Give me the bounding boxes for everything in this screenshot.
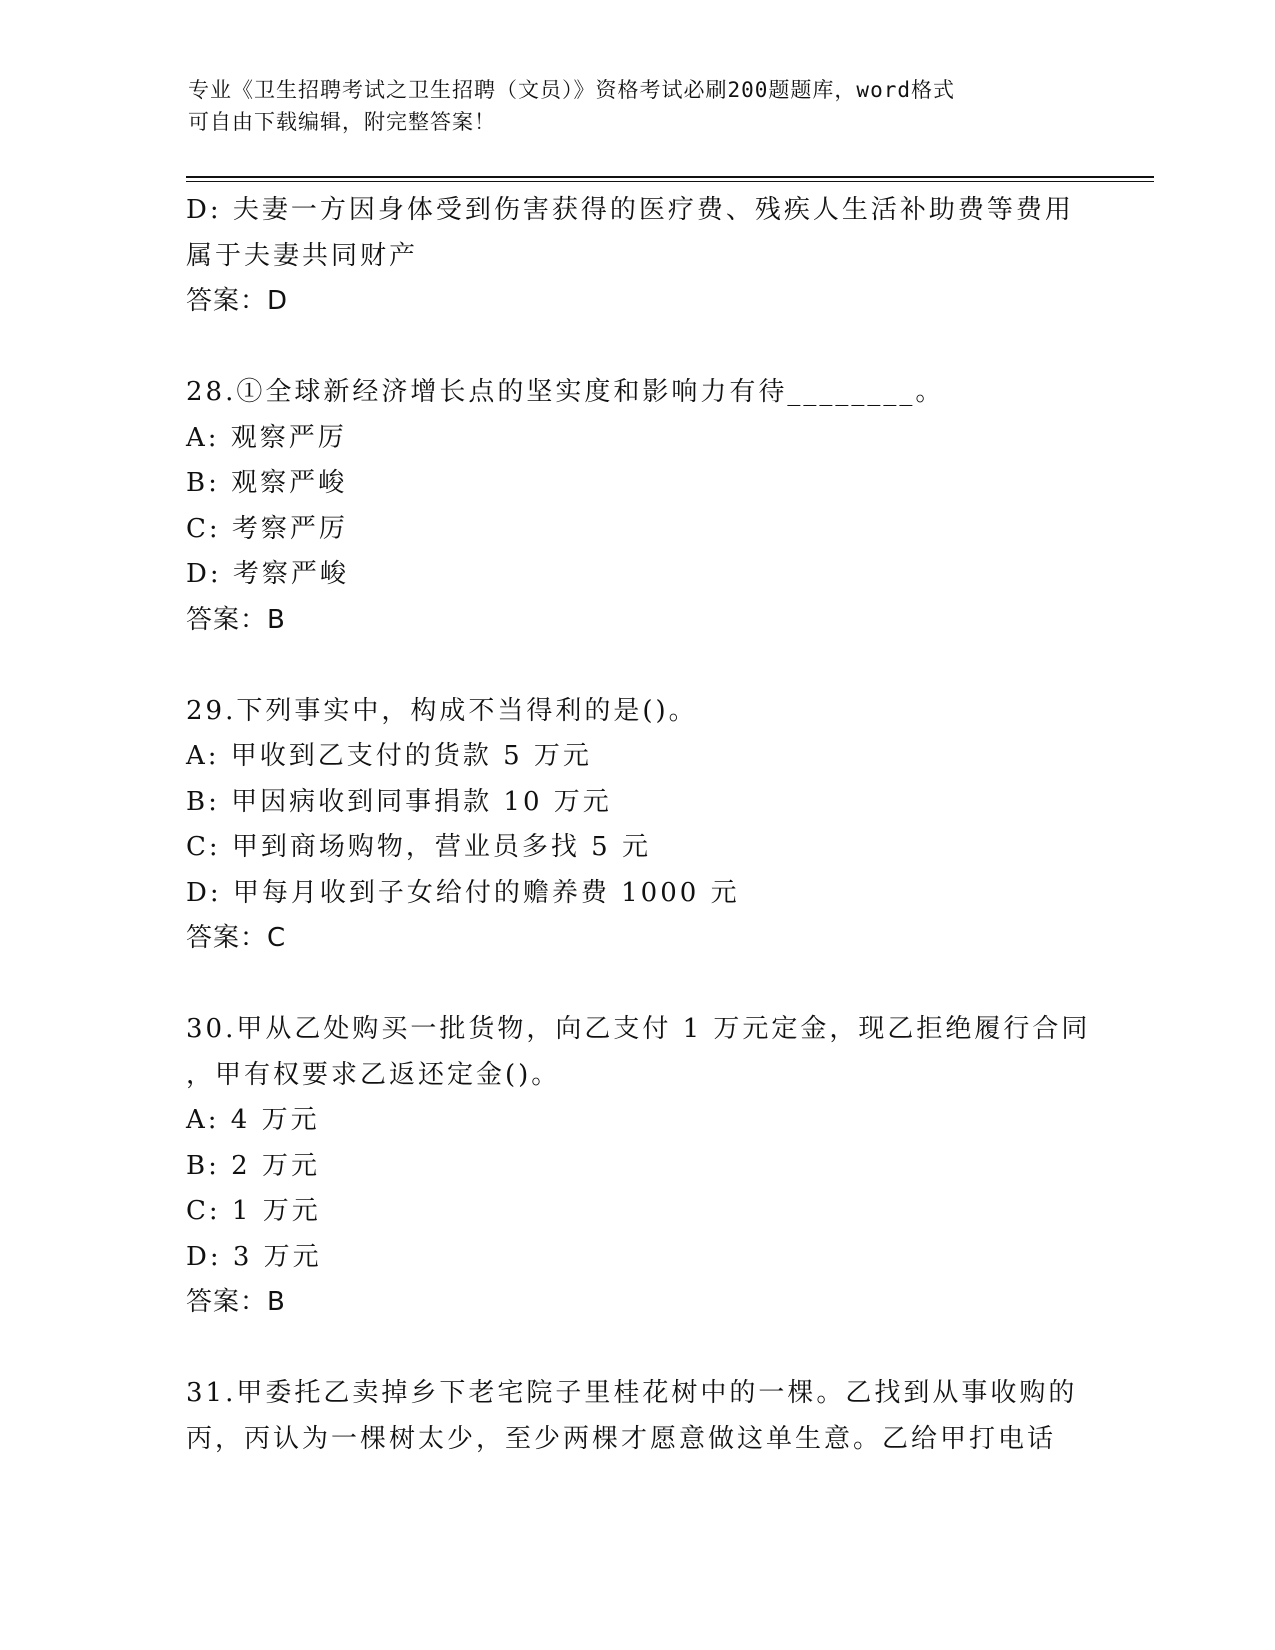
q27-option-d-line-1: D: 夫妻一方因身体受到伤害获得的医疗费、残疾人生活补助费等费用 <box>186 195 1074 225</box>
question-content <box>186 188 1091 1462</box>
q28-option-b: B: 观察严峻 <box>186 468 348 498</box>
q29-option-a: A: 甲收到乙支付的货款 5 万元 <box>186 741 592 771</box>
q30-stem-line-1: 30.甲从乙处购买一批货物，向乙支付 1 万元定金，现乙拒绝履行合同 <box>186 1014 1091 1044</box>
spacer <box>186 325 1086 371</box>
q28-option-a: A: 观察严厉 <box>186 422 347 453</box>
q29-stem: 29.下列事实中，构成不当得利的是()。 <box>186 695 698 726</box>
q30-option-a: A: 4 万元 <box>186 1105 320 1135</box>
header-title-line-1: 专业《卫生招聘考试之卫生招聘（文员）》资格考试必刷200题题库，word格式 <box>188 78 955 102</box>
header-divider-thin <box>186 181 1154 182</box>
q28-option-d: D: 考察严峻 <box>186 559 349 589</box>
q29-answer: 答案：C <box>186 923 287 953</box>
q29-option-d: D: 甲每月收到子女给付的赡养费 1000 元 <box>186 877 740 908</box>
q27-option-d-line-2: 属于夫妻共同财产 <box>186 240 419 271</box>
spacer <box>186 962 1086 1008</box>
header-divider-thick <box>186 176 1154 178</box>
q31-stem-line-2: 丙，丙认为一棵树太少，至少两棵才愿意做这单生意。乙给甲打电话 <box>186 1423 1057 1454</box>
q28-answer: 答案：B <box>186 604 286 635</box>
q27-answer: 答案：D <box>186 286 289 316</box>
q30-stem-line-2: ，甲有权要求乙返还定金()。 <box>186 1059 561 1090</box>
q31-stem-line-1: 31.甲委托乙卖掉乡下老宅院子里桂花树中的一棵。乙找到从事收购的 <box>186 1378 1078 1408</box>
document-header <box>188 74 1068 138</box>
spacer <box>186 643 1086 689</box>
q28-option-c: C: 考察严厉 <box>186 513 348 544</box>
q29-option-b: B: 甲因病收到同事捐款 10 万元 <box>186 786 612 817</box>
q30-option-c: C: 1 万元 <box>186 1196 321 1226</box>
header-title-line-2: 可自由下载编辑，附完整答案！ <box>188 110 496 134</box>
q30-answer: 答案：B <box>186 1287 286 1317</box>
q28-stem: 28.①全球新经济增长点的坚实度和影响力有待________。 <box>186 377 945 407</box>
spacer <box>186 1326 1086 1372</box>
q29-option-c: C: 甲到商场购物，营业员多找 5 元 <box>186 832 651 862</box>
q30-option-b: B: 2 万元 <box>186 1150 320 1181</box>
q30-option-d: D: 3 万元 <box>186 1241 322 1272</box>
